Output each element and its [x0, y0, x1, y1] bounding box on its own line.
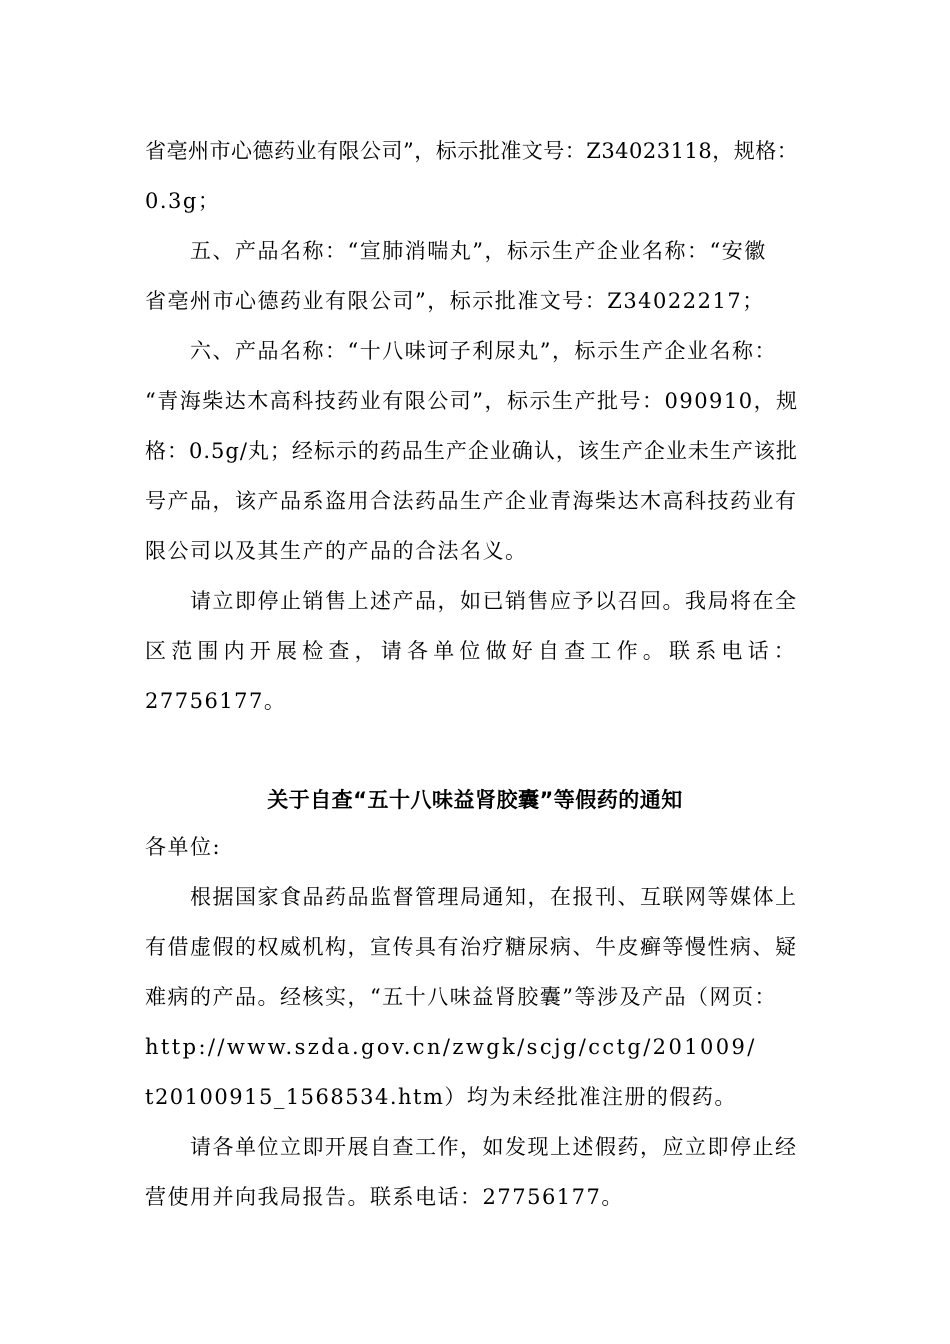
webpage-url: http://www.szda.gov.cn/zwgk/scjg/cctg/201009/	[145, 1035, 757, 1059]
list-item-5: 五、产品名称：“宣肺消喘丸”，标示生产企业名称：“安徽	[190, 239, 767, 263]
paragraph-line: 难病的产品。经核实，“五十八味益肾胶囊”等涉及产品（网页：	[145, 985, 777, 1009]
paragraph-line: 有借虚假的权威机构，宣传具有治疗糖尿病、牛皮癣等慢性病、疑	[145, 935, 798, 959]
instruction-paragraph: 请立即停止销售上述产品，如已销售应予以召回。我局将在全	[190, 589, 798, 613]
paragraph-line: 区范围内开展检查，请各单位做好自查工作。联系电话：	[145, 639, 800, 663]
paragraph-line: 省亳州市心德药业有限公司”，标示批准文号：Z34023118，规格：	[145, 139, 799, 163]
paragraph-line: “青海柴达木高科技药业有限公司”，标示生产批号：090910，规	[145, 389, 799, 413]
paragraph-line: 省亳州市心德药业有限公司”，标示批准文号：Z34022217；	[145, 289, 765, 313]
paragraph-line: 0.3g；	[145, 189, 221, 213]
notice-title: 关于自查“五十八味益肾胶囊”等假药的通知	[267, 788, 683, 812]
contact-phone: 27756177。	[145, 689, 287, 713]
paragraph-line: 根据国家食品药品监督管理局通知，在报刊、互联网等媒体上	[190, 885, 798, 909]
instruction-paragraph: 请各单位立即开展自查工作，如发现上述假药，应立即停止经	[190, 1135, 798, 1159]
paragraph-line: 格：0.5g/丸；经标示的药品生产企业确认，该生产企业未生产该批	[145, 439, 798, 463]
contact-phone: 营使用并向我局报告。联系电话：27756177。	[145, 1185, 624, 1209]
paragraph-line: 限公司以及其生产的产品的合法名义。	[145, 539, 528, 563]
list-item-6: 六、产品名称：“十八味诃子利尿丸”，标示生产企业名称：	[190, 339, 777, 363]
paragraph-line: 号产品，该产品系盗用合法药品生产企业青海柴达木高科技药业有	[145, 489, 798, 513]
salutation: 各单位:	[145, 835, 222, 859]
paragraph-line: t20100915_1568534.htm）均为未经批准注册的假药。	[145, 1085, 737, 1109]
